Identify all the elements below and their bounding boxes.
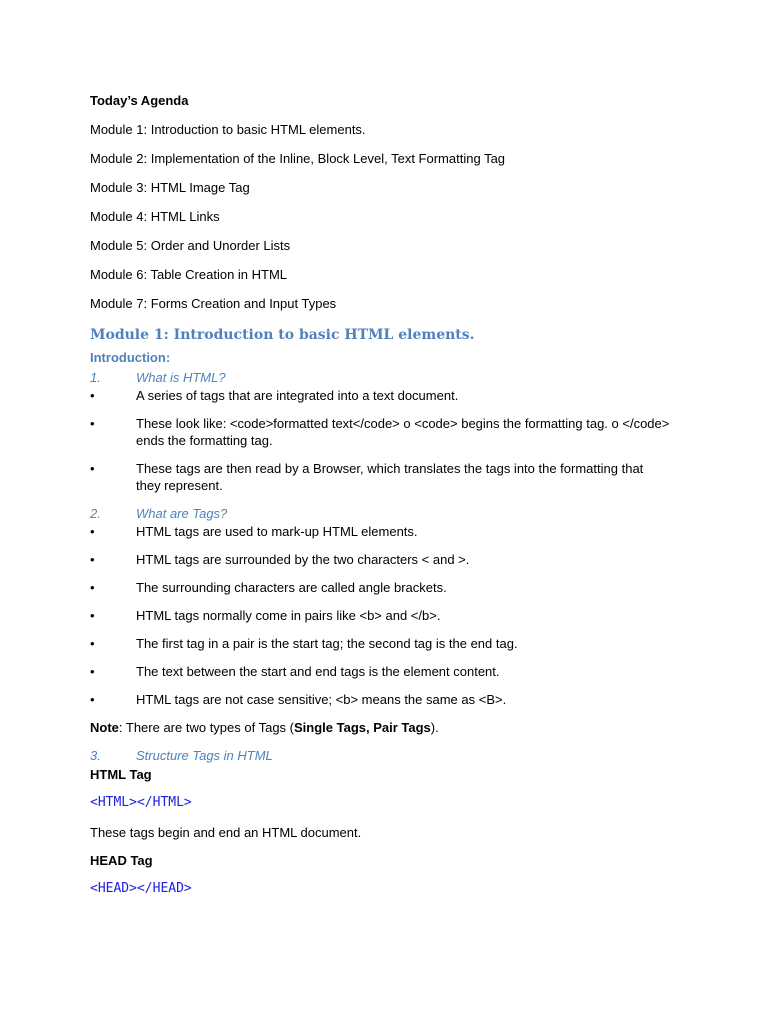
bullet-icon: • <box>90 664 95 679</box>
numbered-heading <box>90 747 670 764</box>
list-item <box>90 607 670 624</box>
list-number: 2. <box>90 506 101 521</box>
list-item-text: These look like: <code>formatted text</code> o <code> begins the formatting tag. o </code> ends the formatting tag. <box>136 416 670 448</box>
list-number: 1. <box>90 370 101 385</box>
agenda-title: Today’s Agenda <box>90 93 189 108</box>
list-item <box>90 579 670 596</box>
bullet-list <box>90 523 670 708</box>
list-item-text: A series of tags that are integrated into a text document. <box>136 388 459 403</box>
bullet-icon: • <box>90 524 95 539</box>
html-tag-description: These tags begin and end an HTML document. <box>90 825 362 840</box>
note-text-before: : There are two types of Tags ( <box>118 720 294 735</box>
html-tag-title: HTML Tag <box>90 767 152 782</box>
agenda-item: Module 1: Introduction to basic HTML elements. <box>90 122 366 137</box>
numbered-heading-text: What are Tags? <box>136 506 228 521</box>
numbered-heading-text: What is HTML? <box>136 370 226 385</box>
list-item-text: HTML tags normally come in pairs like <b> and </b>. <box>136 608 441 623</box>
agenda-list <box>90 121 670 312</box>
numbered-heading <box>90 505 670 522</box>
bullet-icon: • <box>90 636 95 651</box>
agenda-item: Module 4: HTML Links <box>90 209 220 224</box>
list-item-text: HTML tags are used to mark-up HTML elements. <box>136 524 418 539</box>
list-item <box>90 415 670 449</box>
agenda-item: Module 5: Order and Unorder Lists <box>90 238 291 253</box>
note-bold-text: Single Tags, Pair Tags <box>294 720 431 735</box>
note-paragraph <box>90 719 670 736</box>
bullet-icon: • <box>90 608 95 623</box>
section-subheading: Introduction: <box>90 350 171 365</box>
head-tag-code: <HEAD></HEAD> <box>90 881 192 896</box>
numbered-heading <box>90 369 670 386</box>
list-item-text: HTML tags are surrounded by the two characters < and >. <box>136 552 470 567</box>
list-item <box>90 663 670 680</box>
bullet-icon: • <box>90 692 95 707</box>
agenda-item: Module 6: Table Creation in HTML <box>90 267 288 282</box>
list-item <box>90 523 670 540</box>
list-item <box>90 691 670 708</box>
head-tag-title: HEAD Tag <box>90 853 153 868</box>
list-item <box>90 551 670 568</box>
bullet-icon: • <box>90 416 95 431</box>
module-heading: Module 1: Introduction to basic HTML elements. <box>90 327 475 343</box>
html-tag-code: <HTML></HTML> <box>90 795 192 810</box>
note-text-after: ). <box>430 720 439 735</box>
agenda-item: Module 3: HTML Image Tag <box>90 180 250 195</box>
list-item-text: The surrounding characters are called angle brackets. <box>136 580 447 595</box>
bullet-icon: • <box>90 580 95 595</box>
list-item-text: The text between the start and end tags is the element content. <box>136 664 500 679</box>
bullet-list <box>90 387 670 494</box>
bullet-icon: • <box>90 461 95 476</box>
list-item <box>90 387 670 404</box>
list-item-text: These tags are then read by a Browser, which translates the tags into the formatting that they represent. <box>136 461 644 493</box>
list-item-text: The first tag in a pair is the start tag; the second tag is the end tag. <box>136 636 518 651</box>
note-label: Note <box>90 720 119 735</box>
list-number: 3. <box>90 748 101 763</box>
agenda-item: Module 7: Forms Creation and Input Types <box>90 296 337 311</box>
document-page <box>90 92 670 910</box>
list-item <box>90 460 670 494</box>
list-item-text: HTML tags are not case sensitive; <b> means the same as <B>. <box>136 692 507 707</box>
numbered-heading-text: Structure Tags in HTML <box>136 748 273 763</box>
agenda-item: Module 2: Implementation of the Inline, Block Level, Text Formatting Tag <box>90 151 506 166</box>
bullet-icon: • <box>90 552 95 567</box>
list-item <box>90 635 670 652</box>
bullet-icon: • <box>90 388 95 403</box>
